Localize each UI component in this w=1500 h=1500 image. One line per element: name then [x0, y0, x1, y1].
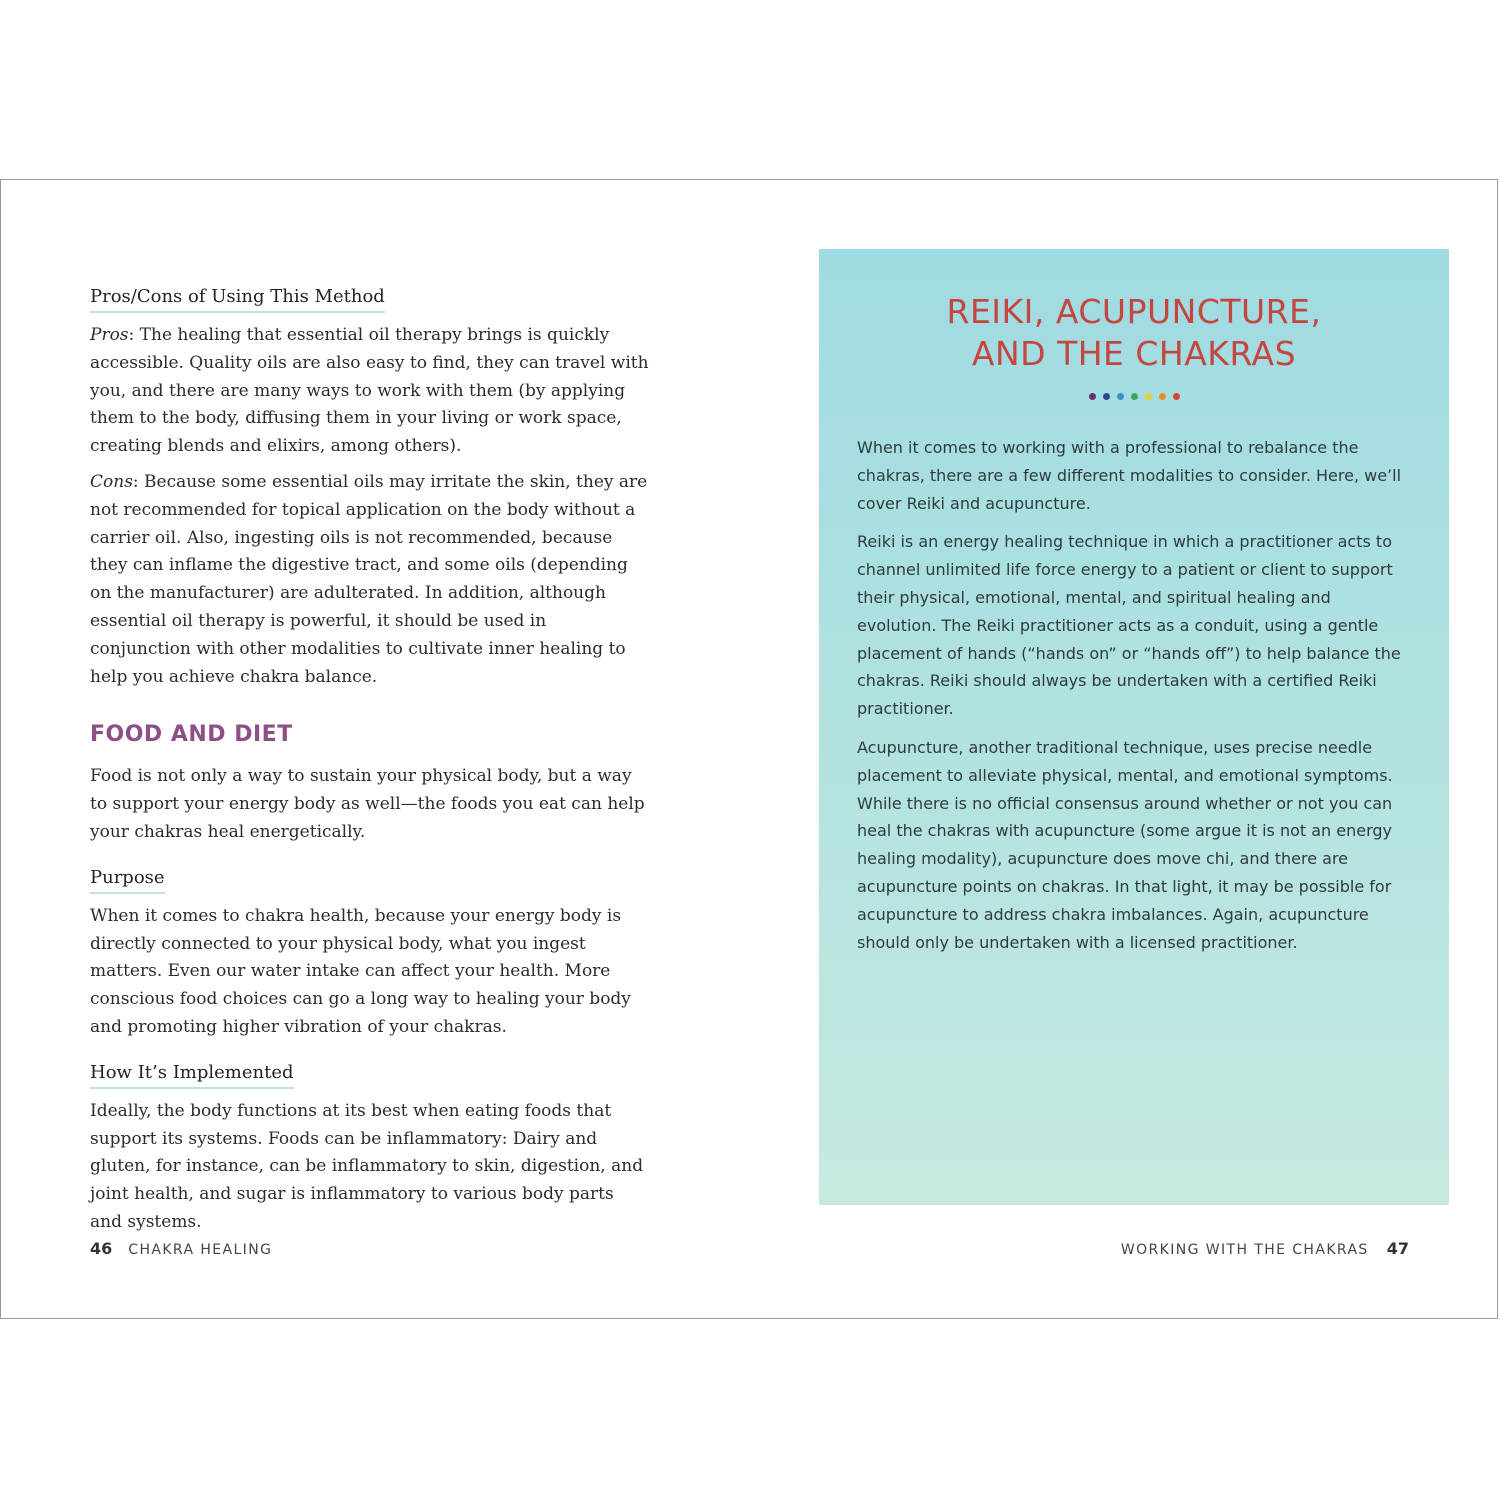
food-intro-paragraph: Food is not only a way to sustain your physical body, but a way to support your energy body as well—the foods you eat can help your chakras heal energetically.	[90, 766, 645, 842]
chakra-dot-7	[1173, 393, 1180, 400]
pros-label: Pros	[90, 325, 129, 345]
food-and-diet-heading: FOOD AND DIET	[90, 722, 293, 748]
implemented-paragraph: Ideally, the body functions at its best when eating foods that support its systems. Foods can be inflammatory: Dairy and gluten, for instance, can be inflammatory to skin, digestion, and joint health, and sugar is inflammatory to various body parts and systems.	[90, 1100, 644, 1232]
cons-text: : Because some essential oils may irritate the skin, they are not recommended for topical application on the body without a carrier oil. Also, ingesting oils is not recommended, because they can inflame the digestive tract, and some oils (depending on the manufacturer) are adulterated. In addition, although essential oil therapy is powerful, it should be used in conjunction with other modalities to cultivate inner healing to help you achieve chakra balance.	[90, 471, 648, 687]
book-spread	[0, 179, 1498, 1319]
purpose-heading: Purpose	[90, 865, 165, 894]
pros-text: : The healing that essential oil therapy brings is quickly accessible. Quality oils are also easy to find, they can travel with you, and there are many ways to work with them (by applying them to the body, diffusing them in your living or work space, creating blends and elixirs, among others).	[90, 325, 649, 457]
sidebar-paragraph-3: Acupuncture, another traditional technique, uses precise needle placement to alleviate physical, mental, and emotional symptoms. While there is no official consensus around whether or not you can heal the chakras with acupuncture (some argue it is not an energy healing modality), acupuncture does move chi, and there are acupuncture points on chakras. In that light, it may be possible for acupuncture to address chakra imbalances. Again, acupuncture should only be undertaken with a licensed practitioner.	[857, 737, 1393, 952]
chakra-dot-5	[1145, 393, 1152, 400]
sidebar-title-line-1: REIKI, ACUPUNCTURE,	[946, 292, 1322, 331]
reiki-sidebar-box	[819, 249, 1449, 1205]
purpose-paragraph: When it comes to chakra health, because your energy body is directly connected to your physical body, what you ingest matters. Even our water intake can affect your health. More conscious food choices can go a long way to healing your body and promoting higher vibration of your chakras.	[90, 905, 631, 1037]
pros-paragraph	[90, 322, 650, 461]
chakra-dot-4	[1131, 393, 1138, 400]
implemented-heading: How It’s Implemented	[90, 1060, 294, 1089]
cons-paragraph	[90, 469, 650, 691]
left-page	[90, 284, 650, 1245]
right-page-number: 47	[1386, 1239, 1409, 1258]
pros-cons-heading: Pros/Cons of Using This Method	[90, 284, 385, 313]
right-footer	[1121, 1239, 1409, 1260]
chakra-dot-3	[1117, 393, 1124, 400]
sidebar-body	[857, 434, 1413, 967]
left-footer	[90, 1239, 272, 1260]
sidebar-paragraph-1: When it comes to working with a professional to rebalance the chakras, there are a few different modalities to consider. Here, we’ll cover Reiki and acupuncture.	[857, 438, 1402, 513]
left-page-number: 46	[90, 1239, 113, 1258]
chakra-dot-2	[1103, 393, 1110, 400]
left-running-head: CHAKRA HEALING	[128, 1242, 273, 1258]
sidebar-paragraph-2: Reiki is an energy healing technique in which a practitioner acts to channel unlimited life force energy to a patient or client to support their physical, emotional, mental, and spiritual healing and evolution. The Reiki practitioner acts as a conduit, using a gentle placement of hands (“hands on” or “hands off”) to help balance the chakras. Reiki should always be undertaken with a certified Reiki practitioner.	[857, 532, 1401, 719]
sidebar-title	[819, 291, 1449, 375]
cons-label: Cons	[90, 471, 133, 492]
chakra-dot-6	[1159, 393, 1166, 400]
right-running-head: WORKING WITH THE CHAKRAS	[1120, 1242, 1369, 1258]
sidebar-title-line-2: AND THE CHAKRAS	[971, 334, 1297, 373]
chakra-dots-ornament	[819, 392, 1449, 400]
chakra-dot-1	[1089, 393, 1096, 400]
